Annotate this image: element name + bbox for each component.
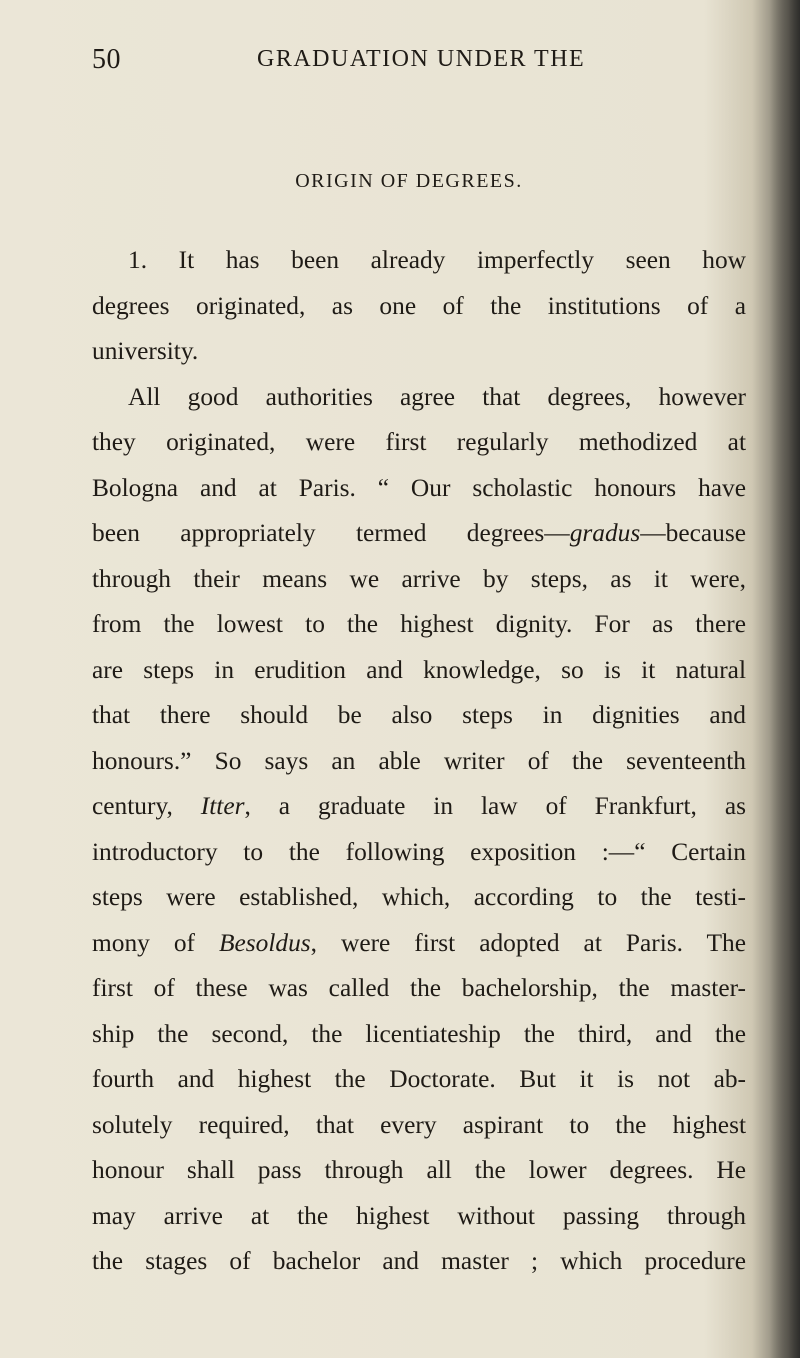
text-line (92, 238, 746, 284)
text-run: the stages of bachelor and master ; which procedure (92, 1247, 746, 1275)
text-run: honour shall pass through all the lower degrees. He (92, 1156, 746, 1184)
italic-term: gradus (569, 519, 641, 547)
running-title: GRADUATION UNDER THE (257, 46, 586, 72)
section-heading: ORIGIN OF DEGREES. (295, 170, 523, 192)
body-text (92, 238, 746, 1285)
text-line (92, 511, 746, 557)
text-line (92, 921, 746, 967)
text-line (92, 375, 746, 421)
page-edge-shadow (770, 0, 800, 1358)
text-run: Bologna and at Paris. “ Our scholastic honours have (92, 473, 746, 502)
text-line (92, 602, 746, 648)
text-run: mony of (92, 928, 219, 957)
text-line (92, 420, 746, 466)
text-line (92, 966, 746, 1012)
text-line (92, 739, 746, 785)
text-run: solutely required, that every aspirant to the highest (92, 1110, 746, 1139)
text-run: university. (92, 337, 199, 365)
text-line (92, 1012, 746, 1058)
text-run: may arrive at the highest without passing through (92, 1201, 746, 1230)
italic-term: Besoldus (218, 928, 311, 957)
text-line (92, 875, 746, 921)
text-run: ship the second, the licentiateship the third, and the (92, 1019, 746, 1048)
running-head (92, 44, 712, 84)
text-line (92, 1103, 746, 1149)
text-line (92, 284, 746, 330)
text-line (92, 784, 746, 830)
text-line (92, 1148, 746, 1194)
text-run: first of these was called the bachelorship, the master- (92, 974, 746, 1002)
text-run: steps were established, which, according to the testi- (92, 883, 746, 911)
text-line (92, 329, 746, 375)
text-run: honours.” So says an able writer of the seventeenth (92, 746, 746, 775)
text-line (92, 648, 746, 694)
text-run: fourth and highest the Doctorate. But it is not ab- (92, 1065, 746, 1093)
text-run: that there should be also steps in dignities and (92, 701, 746, 729)
text-run: they originated, were first regularly methodized at (92, 428, 746, 456)
text-line (92, 1239, 746, 1285)
text-line (92, 830, 746, 876)
text-run: —because (640, 519, 746, 547)
text-run: , a graduate in law of Frankfurt, as (244, 792, 746, 820)
text-line (92, 466, 746, 512)
text-run: All good authorities agree that degrees, however (128, 382, 746, 411)
text-run: introductory to the following exposition :—“ Certain (92, 837, 746, 866)
italic-term: Itter (200, 792, 245, 820)
text-line (92, 1057, 746, 1103)
text-run: from the lowest to the highest dignity. For as there (92, 610, 746, 638)
text-line (92, 1194, 746, 1240)
text-run: are steps in erudition and knowledge, so is it natural (92, 655, 746, 684)
text-run: , were first adopted at Paris. The (310, 928, 746, 957)
text-run: 1. It has been already imperfectly seen how (128, 246, 746, 274)
page-number: 50 (92, 44, 121, 75)
text-line (92, 557, 746, 603)
text-line (92, 693, 746, 739)
text-run: been appropriately termed degrees— (92, 519, 570, 547)
text-run: through their means we arrive by steps, as it were, (92, 564, 746, 593)
text-run: century, (92, 792, 201, 820)
text-run: degrees originated, as one of the institutions of a (92, 291, 746, 320)
